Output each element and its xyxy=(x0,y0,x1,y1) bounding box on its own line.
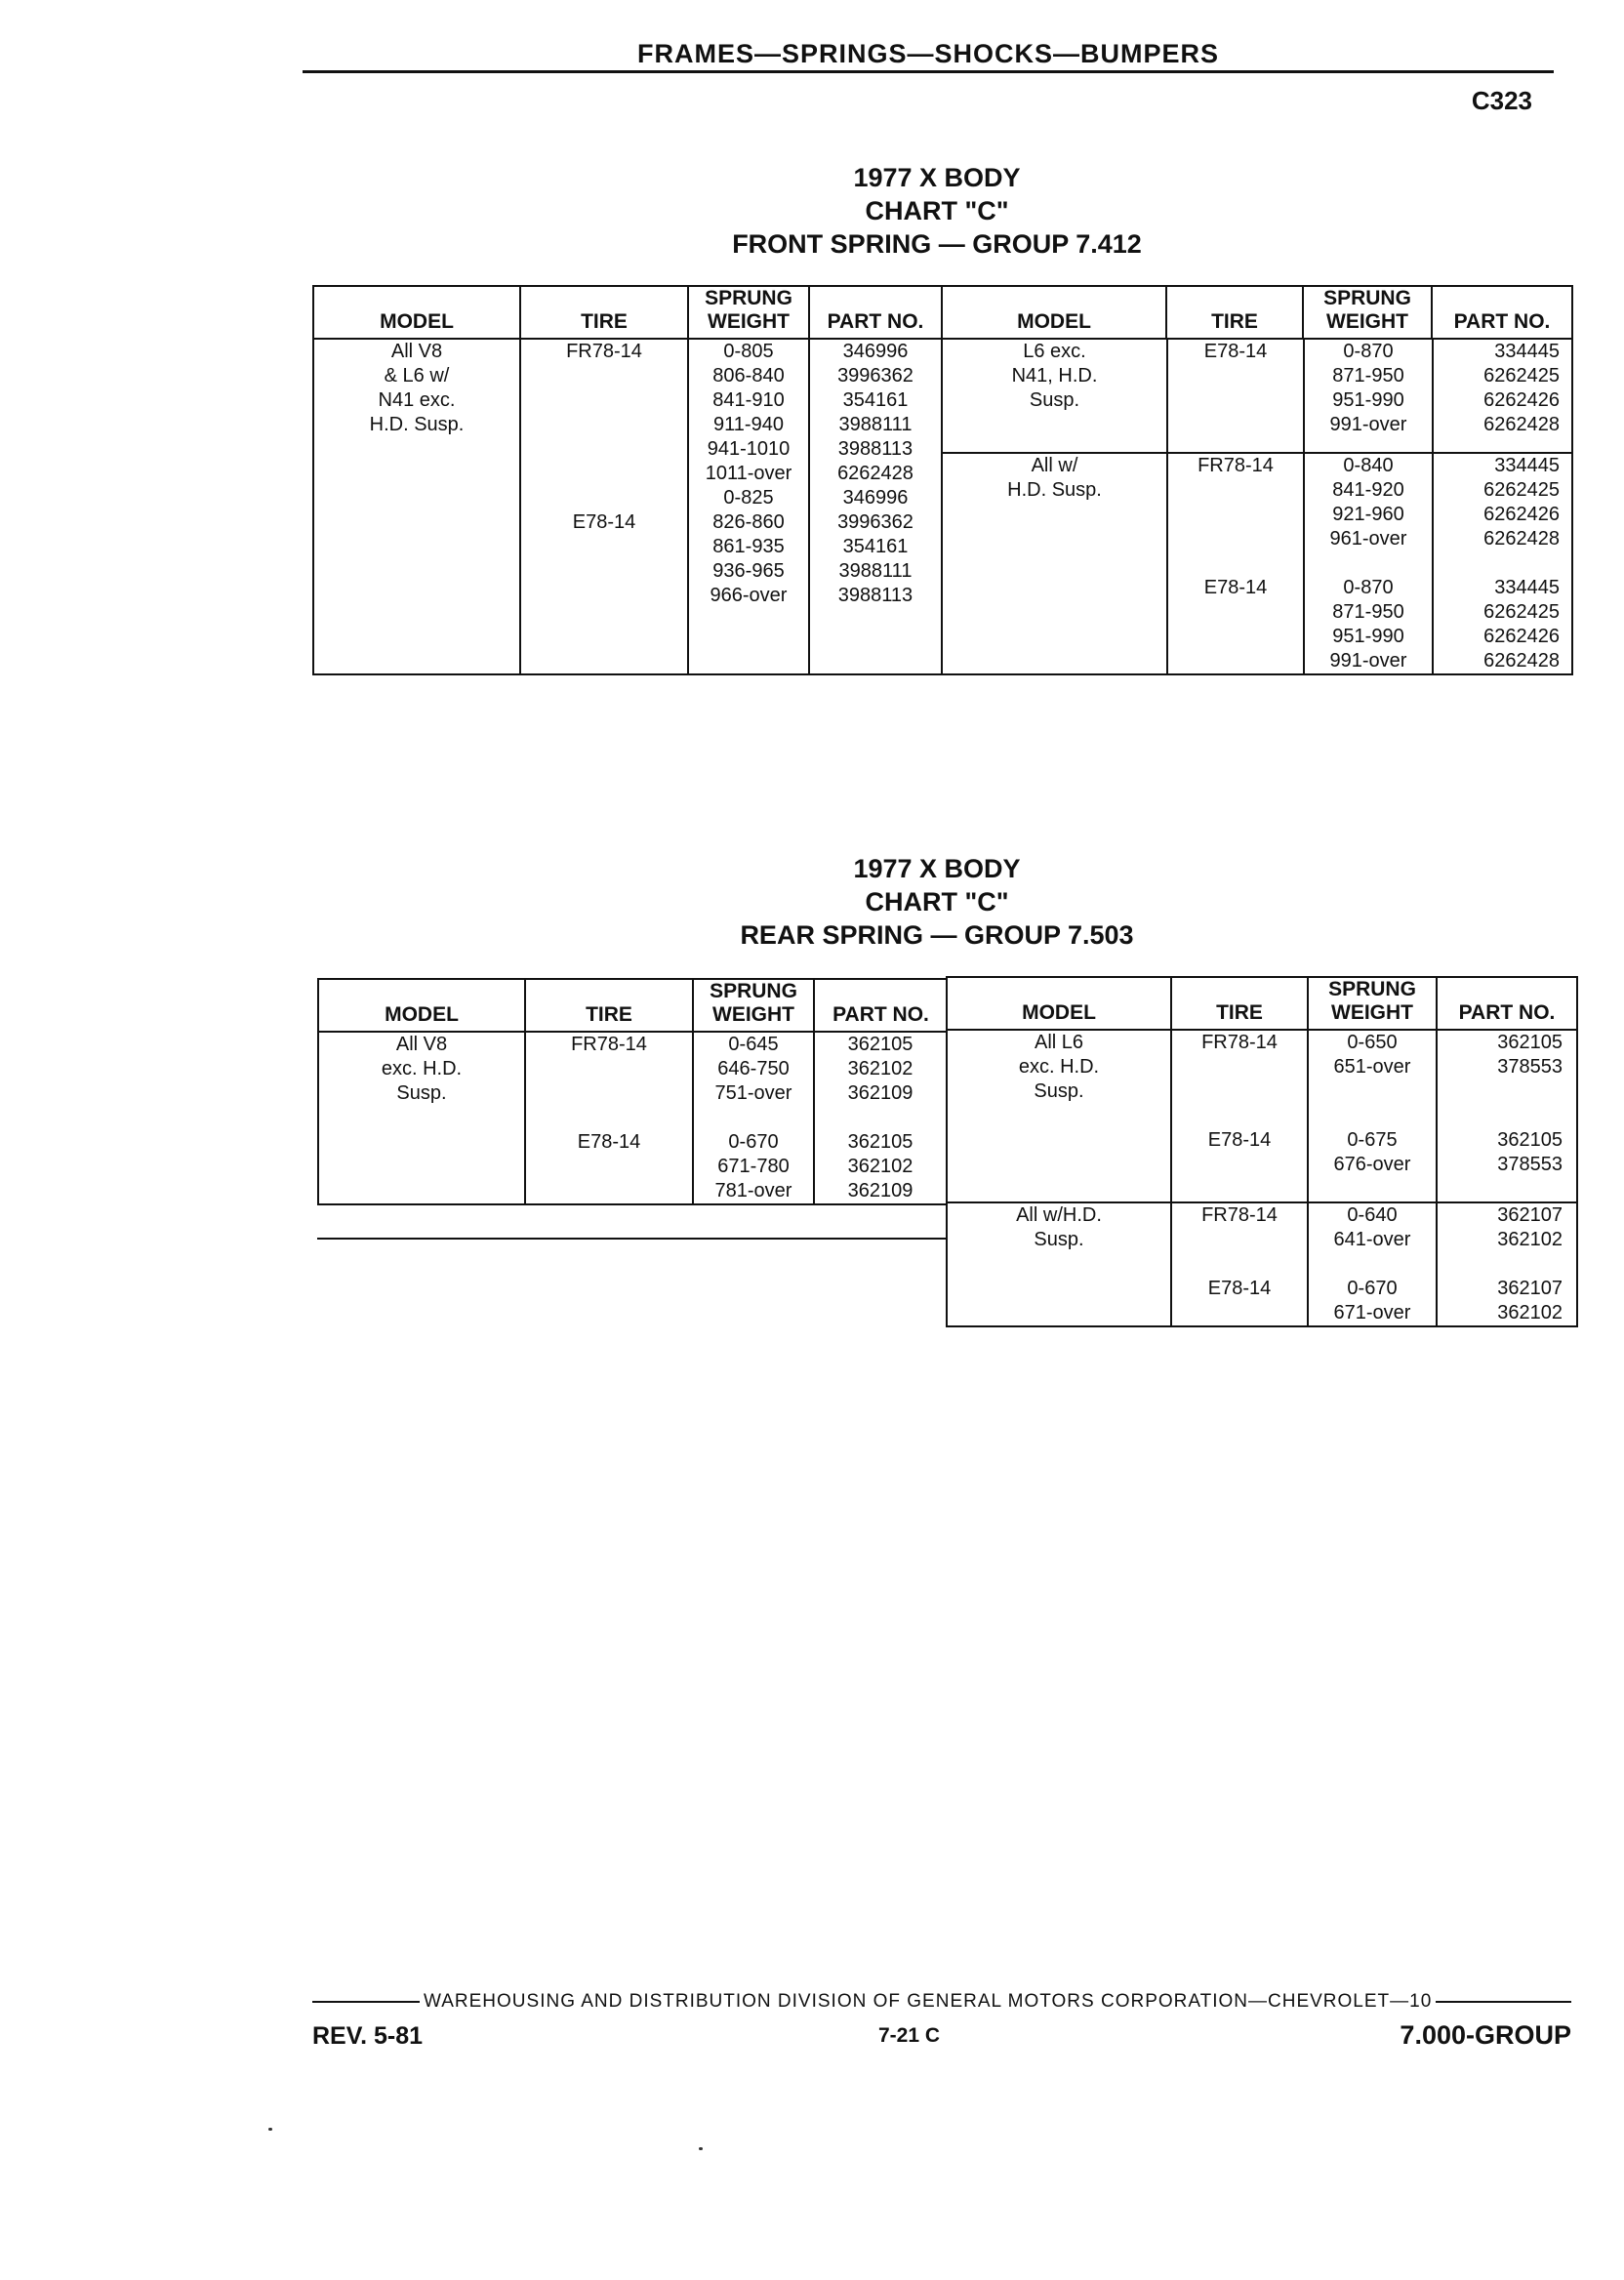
footer-division-text: WAREHOUSING AND DISTRIBUTION DIVISION OF GENERAL MOTORS CORPORATION—CHEVROLET—10 xyxy=(424,1991,1433,2012)
rear-right-header-row xyxy=(947,977,1577,1030)
part-number: 6262425 xyxy=(1483,479,1560,501)
part-number: 354161 xyxy=(842,389,909,411)
part-number: 6262426 xyxy=(1483,626,1560,647)
weight-value: 911-940 xyxy=(713,414,784,435)
model-line: exc. H.D. xyxy=(381,1058,463,1079)
tire-value: FR78-14 xyxy=(1201,1204,1278,1226)
front-col-model: MODEL xyxy=(313,286,520,339)
rear-col-tire-2: TIRE xyxy=(1171,977,1308,1030)
rear-spring-table-right xyxy=(946,976,1578,1327)
weight-value: 0-670 xyxy=(728,1131,779,1153)
part-number: 334445 xyxy=(1494,341,1560,362)
tire-value: E78-14 xyxy=(1203,577,1268,598)
model-line: All w/H.D. xyxy=(1016,1204,1102,1226)
model-line: L6 exc. xyxy=(1023,341,1086,362)
rear-col-part-no-2: PART NO. xyxy=(1437,977,1577,1030)
rear-chart-title xyxy=(605,852,1269,952)
part-number: 362109 xyxy=(847,1082,914,1104)
part-number: 346996 xyxy=(842,341,909,362)
weight-value: 676-over xyxy=(1333,1154,1411,1175)
model-line: Susp. xyxy=(1034,1229,1084,1250)
rear-right-hd-weights xyxy=(1308,1202,1437,1326)
front-right-l6-parts xyxy=(1433,340,1572,453)
part-number: 334445 xyxy=(1494,577,1560,598)
part-number: 362102 xyxy=(1497,1229,1563,1250)
rear-right-hd-tire xyxy=(1171,1202,1308,1326)
rear-col-model: MODEL xyxy=(318,979,525,1032)
rear-title-line3: REAR SPRING — GROUP 7.503 xyxy=(740,920,1134,950)
front-col-weight-2: WEIGHT xyxy=(1326,310,1408,333)
part-number: 6262425 xyxy=(1483,365,1560,387)
part-number: 3988111 xyxy=(838,414,913,435)
tire-value: E78-14 xyxy=(1207,1129,1272,1151)
part-number: 3996362 xyxy=(837,365,914,387)
rear-right-l6-tire xyxy=(1171,1030,1308,1202)
part-number: 6262428 xyxy=(837,463,914,484)
rear-title-line1: 1977 X BODY xyxy=(853,854,1021,883)
weight-value: 641-over xyxy=(1333,1229,1411,1250)
front-right-hd-tire xyxy=(1167,453,1304,673)
front-left-model-cell xyxy=(313,339,520,674)
front-right-hd-weights xyxy=(1304,453,1433,673)
rear-left-tire-cell xyxy=(525,1032,693,1204)
rear-col-sprung-2: SPRUNG xyxy=(1328,978,1416,1000)
part-number: 362105 xyxy=(847,1131,914,1153)
rear-col-weight: WEIGHT xyxy=(712,1003,794,1026)
model-line: N41, H.D. xyxy=(1011,365,1098,387)
rear-right-hd-parts xyxy=(1437,1202,1577,1326)
weight-value: 0-675 xyxy=(1347,1129,1398,1151)
part-number: 6262428 xyxy=(1483,650,1560,672)
front-title-line2: CHART "C" xyxy=(865,196,1009,225)
rear-left-header-row xyxy=(318,979,947,1032)
rear-left-body-row xyxy=(318,1032,947,1204)
part-number: 378553 xyxy=(1497,1154,1563,1175)
model-line: All V8 xyxy=(395,1034,448,1055)
weight-value: 861-935 xyxy=(712,536,785,557)
part-number: 362102 xyxy=(1497,1302,1563,1323)
weight-value: 0-870 xyxy=(1343,577,1394,598)
rear-title-line2: CHART "C" xyxy=(865,887,1009,916)
rear-right-hd-model xyxy=(947,1202,1171,1326)
part-number: 362109 xyxy=(847,1180,914,1201)
weight-value: 671-over xyxy=(1333,1302,1411,1323)
running-head: FRAMES—SPRINGS—SHOCKS—BUMPERS xyxy=(636,39,1220,68)
tire-value: E78-14 xyxy=(1207,1278,1272,1299)
front-col-model-2: MODEL xyxy=(942,286,1166,339)
front-left-tire-fr78: FR78-14 xyxy=(566,341,642,362)
front-chart-title xyxy=(605,161,1269,261)
part-number: 3988111 xyxy=(838,560,913,582)
weight-value: 961-over xyxy=(1329,528,1407,550)
front-col-tire: TIRE xyxy=(520,286,688,339)
part-number: 3988113 xyxy=(837,438,914,460)
front-right-hd-group xyxy=(943,453,1572,673)
weight-value: 751-over xyxy=(714,1082,792,1104)
footer-division-line xyxy=(312,1991,1571,2013)
weight-value: 646-750 xyxy=(717,1058,790,1079)
group-code: 7.000-GROUP xyxy=(1400,2020,1571,2050)
part-number: 362105 xyxy=(1497,1129,1563,1151)
weight-value: 941-1010 xyxy=(707,438,791,460)
front-col-sprung-weight xyxy=(688,286,809,339)
footer-rule-left xyxy=(312,2001,420,2003)
weight-value: 936-965 xyxy=(712,560,785,582)
model-line: All L6 xyxy=(1034,1032,1084,1053)
weight-value: 651-over xyxy=(1333,1056,1411,1078)
rear-left-part-cell xyxy=(814,1032,947,1204)
weight-value: 806-840 xyxy=(712,365,785,387)
rear-col-sprung-weight xyxy=(693,979,814,1032)
rear-col-model-2: MODEL xyxy=(947,977,1171,1030)
weight-value: 871-950 xyxy=(1332,601,1404,623)
part-number: 346996 xyxy=(842,487,909,509)
part-number: 362102 xyxy=(847,1058,914,1079)
front-right-subtable xyxy=(943,340,1572,673)
front-col-part-no-2: PART NO. xyxy=(1432,286,1572,339)
front-spring-table xyxy=(312,285,1573,675)
weight-value: 951-990 xyxy=(1332,626,1404,647)
rear-col-sprung: SPRUNG xyxy=(710,980,797,1002)
front-right-hd-parts xyxy=(1433,453,1572,673)
part-number: 362107 xyxy=(1497,1204,1563,1226)
front-right-l6-group xyxy=(943,340,1572,453)
revision-label: REV. 5-81 xyxy=(312,2022,424,2050)
tire-value: FR78-14 xyxy=(1198,455,1274,476)
front-right-hd-model xyxy=(943,453,1167,673)
part-number: 362102 xyxy=(847,1156,914,1177)
weight-value: 921-960 xyxy=(1332,504,1404,525)
rear-right-l6-weights xyxy=(1308,1030,1437,1202)
part-number: 6262428 xyxy=(1483,528,1560,550)
model-line: H.D. Susp. xyxy=(1007,479,1102,501)
weight-value: 0-870 xyxy=(1343,341,1394,362)
front-table-header-row xyxy=(313,286,1572,339)
rear-left-model-cell xyxy=(318,1032,525,1204)
model-line: Susp. xyxy=(1034,1080,1084,1102)
page-code: C323 xyxy=(1471,86,1532,115)
front-left-tire-cell xyxy=(520,339,688,674)
weight-value: 826-860 xyxy=(712,511,785,533)
front-left-part-cell xyxy=(809,339,942,674)
front-left-model-line: N41 exc. xyxy=(378,389,456,411)
front-table-body-row xyxy=(313,339,1572,674)
part-number: 3988113 xyxy=(837,585,914,606)
rear-left-bottom-rule xyxy=(317,1238,947,1240)
weight-value: 841-910 xyxy=(712,389,785,411)
front-title-line1: 1977 X BODY xyxy=(853,163,1021,192)
weight-value: 951-990 xyxy=(1332,389,1404,411)
weight-value: 0-650 xyxy=(1347,1032,1398,1053)
model-line: Susp. xyxy=(396,1082,447,1104)
weight-value: 671-780 xyxy=(717,1156,790,1177)
part-number: 362105 xyxy=(847,1034,914,1055)
front-right-l6-model xyxy=(943,340,1167,453)
front-left-tire-e78: E78-14 xyxy=(572,511,636,533)
front-right-l6-weights xyxy=(1304,340,1433,453)
tire-value: FR78-14 xyxy=(571,1034,647,1055)
scan-speck xyxy=(268,2128,272,2131)
tire-value: E78-14 xyxy=(1203,341,1268,362)
weight-value: 0-670 xyxy=(1347,1278,1398,1299)
front-col-sprung: SPRUNG xyxy=(705,287,792,309)
weight-value: 0-805 xyxy=(723,341,774,362)
part-number: 6262426 xyxy=(1483,389,1560,411)
front-col-part-no: PART NO. xyxy=(809,286,942,339)
rear-right-l6-parts xyxy=(1437,1030,1577,1202)
weight-value: 841-920 xyxy=(1332,479,1404,501)
weight-value: 991-over xyxy=(1329,650,1407,672)
rear-col-tire: TIRE xyxy=(525,979,693,1032)
part-number: 6262426 xyxy=(1483,504,1560,525)
weight-value: 781-over xyxy=(714,1180,792,1201)
model-line: exc. H.D. xyxy=(1018,1056,1100,1078)
weight-value: 0-840 xyxy=(1343,455,1394,476)
part-number: 6262428 xyxy=(1483,414,1560,435)
part-number: 3996362 xyxy=(837,511,914,533)
front-right-block xyxy=(942,339,1572,674)
part-number: 6262425 xyxy=(1483,601,1560,623)
front-right-l6-tire xyxy=(1167,340,1304,453)
weight-value: 991-over xyxy=(1329,414,1407,435)
front-left-model-line: All V8 xyxy=(390,341,443,362)
part-number: 362107 xyxy=(1497,1278,1563,1299)
front-col-sprung-2: SPRUNG xyxy=(1323,287,1411,309)
front-left-weight-cell xyxy=(688,339,809,674)
weight-value: 0-825 xyxy=(723,487,774,509)
weight-value: 966-over xyxy=(710,585,788,606)
weight-value: 0-640 xyxy=(1347,1204,1398,1226)
part-number: 334445 xyxy=(1494,455,1560,476)
scan-speck xyxy=(699,2147,703,2150)
part-number: 354161 xyxy=(842,536,909,557)
front-col-tire-2: TIRE xyxy=(1166,286,1303,339)
front-left-model-line: & L6 w/ xyxy=(384,365,450,387)
tire-value: FR78-14 xyxy=(1201,1032,1278,1053)
front-title-line3: FRONT SPRING — GROUP 7.412 xyxy=(732,229,1142,259)
rear-col-sprung-weight-2 xyxy=(1308,977,1437,1030)
weight-value: 0-645 xyxy=(728,1034,779,1055)
rear-col-weight-2: WEIGHT xyxy=(1331,1001,1413,1024)
footer-rule-right xyxy=(1436,2001,1571,2003)
weight-value: 1011-over xyxy=(705,463,792,484)
part-number: 378553 xyxy=(1497,1056,1563,1078)
rear-col-part-no: PART NO. xyxy=(814,979,947,1032)
rear-right-l6-group xyxy=(947,1030,1577,1202)
tire-value: E78-14 xyxy=(577,1131,641,1153)
model-line: All w/ xyxy=(1031,455,1078,476)
rear-right-l6-model xyxy=(947,1030,1171,1202)
front-col-weight: WEIGHT xyxy=(708,310,790,333)
page-number: 7-21 C xyxy=(878,2024,941,2047)
rear-spring-table-left xyxy=(317,978,948,1205)
header-rule xyxy=(303,70,1554,73)
front-left-model-line: H.D. Susp. xyxy=(369,414,465,435)
model-line: Susp. xyxy=(1029,389,1080,411)
part-number: 362105 xyxy=(1497,1032,1563,1053)
rear-left-weight-cell xyxy=(693,1032,814,1204)
front-col-sprung-weight-2 xyxy=(1303,286,1432,339)
weight-value: 871-950 xyxy=(1332,365,1404,387)
rear-right-hd-group xyxy=(947,1202,1577,1326)
